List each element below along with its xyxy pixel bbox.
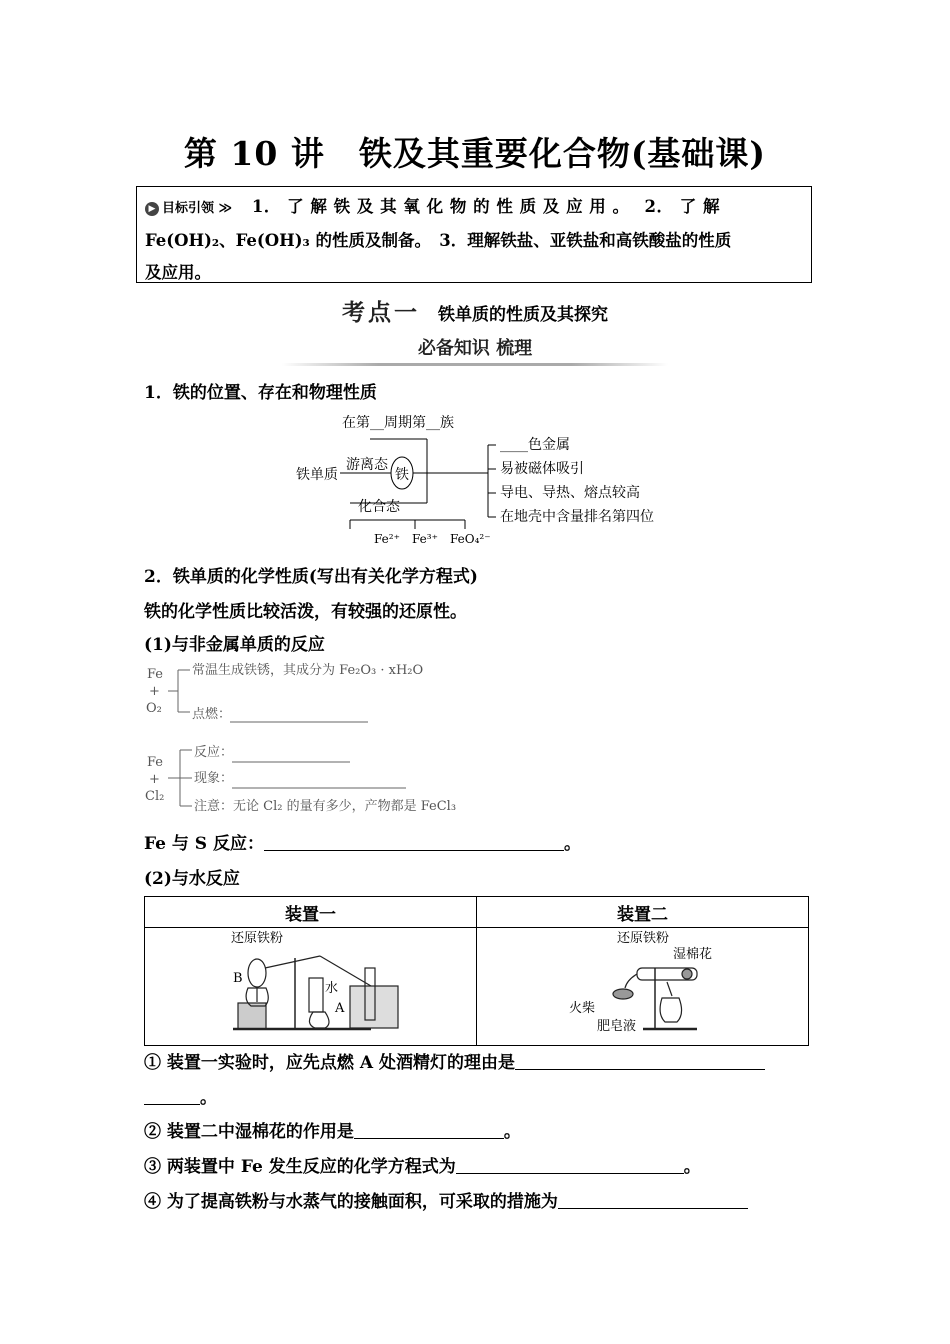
answer-blank[interactable]	[144, 1088, 200, 1105]
goals-line-1: ▶ 目标引领 ≫ 1． 了 解 铁 及 其 氧 化 物 的 性 质 及 应 用 。 2． 了 解	[145, 193, 720, 217]
apparatus-2	[477, 928, 809, 1046]
iron-diagram	[290, 405, 670, 555]
svg-text:+: +	[149, 684, 160, 699]
apparatus-2-drawing	[477, 928, 808, 1041]
svg-text:Cl₂: Cl₂	[145, 789, 165, 804]
heading-4: (2)与水反应	[144, 869, 240, 889]
prop-1: 易被磁体吸引	[500, 461, 584, 477]
svg-text:还原铁粉: 还原铁粉	[617, 931, 670, 946]
cl2-line-1: 反应：	[194, 745, 234, 760]
question-2: ② 装置二中湿棉花的作用是 。	[144, 1122, 521, 1142]
svg-text:+: +	[149, 772, 160, 787]
answer-blank[interactable]	[515, 1053, 765, 1070]
page-title: 第 10 讲 铁及其重要化合物(基础课)	[183, 134, 767, 173]
cl2-line-2: 现象：	[194, 771, 234, 786]
svg-text:B: B	[233, 971, 243, 986]
kaodian-heading: 考点一 铁单质的性质及其探究	[342, 300, 608, 326]
svg-text:A: A	[335, 1001, 345, 1016]
svg-text:水: 水	[325, 981, 339, 996]
cl2-line-3: 注意：无论 Cl₂ 的量有多少，产物都是 FeCl₃	[194, 799, 457, 814]
center-label: 铁	[395, 467, 409, 483]
answer-blank[interactable]	[558, 1192, 748, 1209]
col1-header: 装置一	[145, 897, 477, 928]
answer-blank[interactable]	[264, 834, 564, 851]
goals-line-2: Fe(OH)₂、Fe(OH)₃ 的性质及制备。 3．理解铁盐、亚铁盐和高铁酸盐的性质	[145, 231, 732, 250]
heading-3: (1)与非金属单质的反应	[144, 635, 325, 655]
o2-line-1: 常温生成铁锈，其成分为 Fe₂O₃ · xH₂O	[192, 663, 424, 678]
question-3: ③ 两装置中 Fe 发生反应的化学方程式为 。	[144, 1157, 701, 1177]
section-header: 必备知识 梳理	[417, 338, 533, 359]
o2-line-2: 点燃：	[192, 707, 232, 722]
question-1-cont: 。	[144, 1083, 217, 1108]
section-divider	[282, 363, 668, 366]
intro-text: 铁的化学性质比较活泼，有较强的还原性。	[144, 602, 467, 622]
svg-text:火柴: 火柴	[569, 1001, 596, 1016]
goals-line-3: 及应用。	[145, 263, 211, 282]
ion-1: Fe³⁺	[412, 532, 438, 546]
svg-text:O₂: O₂	[146, 701, 162, 716]
goals-badge: ▶ 目标引领 ≫	[145, 197, 232, 216]
position-text: 在第__周期第__族	[342, 415, 454, 431]
iron-single-label: 铁单质	[296, 467, 338, 483]
heading-2: 2．铁单质的化学性质(写出有关化学方程式)	[144, 567, 478, 587]
combined-state-label: 化合态	[358, 499, 400, 515]
apparatus-1-drawing	[145, 928, 476, 1041]
svg-text:Fe: Fe	[147, 755, 164, 770]
goals-box	[136, 186, 812, 283]
play-icon: ▶	[145, 202, 159, 216]
col2-header: 装置二	[477, 897, 809, 928]
cl2-branch	[140, 738, 500, 822]
question-4: ④ 为了提高铁粉与水蒸气的接触面积，可采取的措施为	[144, 1187, 748, 1212]
fe-s-reaction: Fe 与 S 反应： 。	[144, 834, 581, 854]
free-state-label: 游离态	[346, 457, 388, 473]
o2-branch	[140, 658, 480, 726]
answer-blank[interactable]	[354, 1122, 504, 1139]
question-1: ① 装置一实验时，应先点燃 A 处酒精灯的理由是	[144, 1048, 765, 1073]
prop-0: ____色金属	[500, 437, 570, 453]
ion-2: FeO₄²⁻	[450, 532, 491, 546]
svg-text:湿棉花: 湿棉花	[673, 947, 713, 962]
svg-text:肥皂液: 肥皂液	[597, 1019, 637, 1034]
apparatus-table	[144, 896, 809, 1046]
ion-0: Fe²⁺	[374, 532, 400, 546]
apparatus-1	[145, 928, 477, 1046]
prop-3: 在地壳中含量排名第四位	[500, 509, 654, 525]
prop-2: 导电、导热、熔点较高	[500, 485, 640, 501]
heading-1: 1．铁的位置、存在和物理性质	[144, 383, 377, 403]
svg-text:Fe: Fe	[147, 667, 164, 682]
svg-text:还原铁粉: 还原铁粉	[231, 931, 284, 946]
answer-blank[interactable]	[456, 1157, 684, 1174]
